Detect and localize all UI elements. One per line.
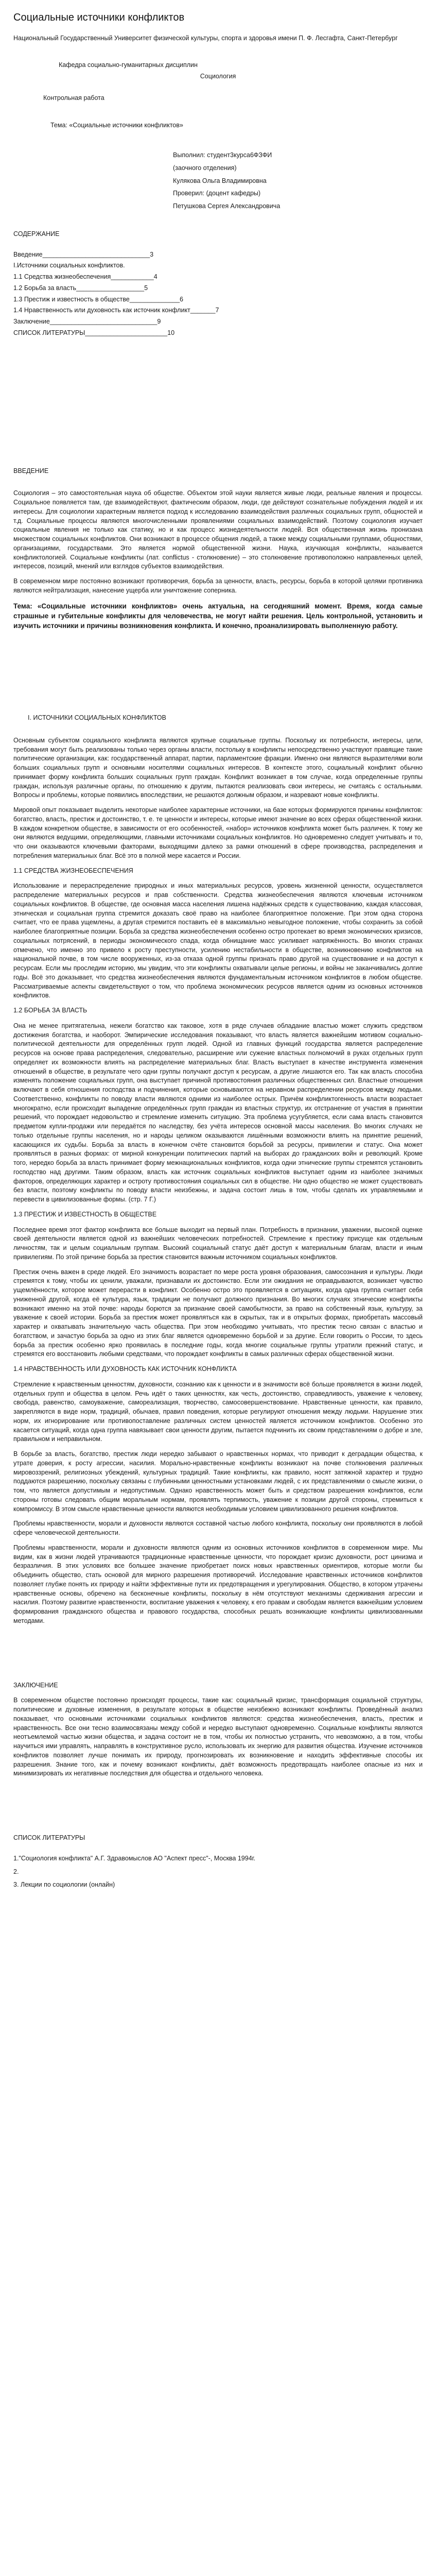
section-heading-intro: ВВЕДЕНИЕ	[13, 467, 49, 474]
toc-item: 1.2 Борьба за власть___________________5	[13, 284, 148, 292]
paragraph: Проблемы нравственности, морали и духовности являются составной частью любого конфликта, поскольку они проявляются в любой сфере человеческой деятельности.	[13, 1520, 423, 1537]
reference-item: 3. Лекции по социологии (онлайн)	[13, 1881, 115, 1889]
section-heading-1-2: 1.2 БОРЬБА ЗА ВЛАСТЬ	[13, 1007, 88, 1014]
paragraph: Социология – это самостоятельная наука об обществе. Объектом этой науки является живые люди, реальные явления и процессы. Социальное появляется там, где взаимодействуют, фактическим образом, люди, где действуют сознательные побуждения людей и их интересы. Для социологии характерным является подход к исследованию взаимодействия различных социальных групп, общностей и т.д. Социальные процессы являются многочисленными проявлениями социальных взаимодействий. Поэтому социология изучает социальные явления не только как статику, но и как процесс жизнедеятельности людей. Вся общественная жизнь пронизана множеством социальных конфликтов. Они возникают в процессе общения людей, а также между социальными группами, общностями, организациями, государствами. Это является нормой общественной жизни. Наука, изучающая конфликты, называется конфликтологией. Социальные конфликты (лат. conflictus - столкновение) – это столкновение противоположно направленных целей, интересов, позиций, мнений или взглядов субъектов взаимодействия.	[13, 489, 423, 570]
paragraph: Мировой опыт показывает выделить некоторые наиболее характерные источники, на базе которых формируются причины конфликтов: богатство, власть, престиж и достоинство, т. е. те ценности и интересы, которые имеют значение во всех сферах общественной жизни. В каждом конкретном обществе, в зависимости от его особенностей, «набор» источников конфликта может быть различен. К тому же они являются ведущими, определяющими, главными источниками социальных конфликтов. Но одновременно следует учитывать и то, что они оказываются ключевыми факторами, выходящими далеко за рамки отношений в сфере производства, распределения и потребления материальных благ. Всё это в полной мере касается и России.	[13, 806, 423, 859]
section-heading-1-4: 1.4 НРАВСТВЕННОСТЬ ИЛИ ДУХОВНОСТЬ КАК ИСТОЧНИК КОНФЛИКТА	[13, 1365, 237, 1373]
paragraph: Она не менее притягательна, нежели богатство как таковое, хотя в ряде случаев обладание властью может служить средством достижения богатства, и наоборот. Эмпирические исследования показывают, что власть является важнейшим мотивом социально-политической деятельности для определённых групп людей. Одной из главных функций государства является распределение ресурсов на основе права распределения, следовательно, расширение или сужение властных полномочий в руках отдельных групп определяет их возможности влиять на распределение материальных благ. Власть выступает в качестве инструмента изменения отношений в обществе, в результате чего одни группы получают доступ к ресурсам, а другие лишаются его. Так как власть способна изменять положение социальных групп, она выступает причиной противостояния различных общественных сил. Властные отношения включают в себя отношения господства и подчинения, которые основываются на неравном распределении ресурсов между людьми. Соответственно, конфликты по поводу власти являются одними из наиболее острых. Причём конфликтогенность власти возрастает многократно, если происходит выпадение определённых групп граждан из властных структур, их отстранение от участия в принятии решений, что порождает недовольство и стремление изменить ситуацию. Эта проблема усугубляется, если сама власть становится предметом купли-продажи или передаётся по наследству, без учёта интересов основной массы населения. Во многих случаях не только отдельные группы населения, но и народы целиком оказываются лишёнными возможности влиять на принятие решений, касающихся их судьбы. Борьба за власть в конечном счёте становится борьбой за ресурсы, привилегии и статус. Она может проявляться в разных формах: от мирной конкуренции политических партий на выборах до гражданских войн и революций. Кроме того, нередко борьба за власть принимает форму межнациональных конфликтов, когда одни этнические группы стремятся установить господство над другими. Таким образом, власть как источник социальных конфликтов выступает одним из наиболее значимых факторов, определяющих характер и остроту противостояния социальных сил в обществе. Ни одно общество не может существовать без власти, поэтому конфликты по поводу власти неизбежны, и задача состоит лишь в том, чтобы сделать их управляемыми и перевести в цивилизованные формы. (стр. 7 Г.)	[13, 1022, 423, 1204]
paragraph: В современном обществе постоянно происходят процессы, такие как: социальный кризис, трансформация социальной структуры, политические и духовные изменения, в результате которых в обществе неизбежно возникают конфликты. Проведённый анализ показывает, что основными источниками социальных конфликтов являются: средства жизнеобеспечения, власть, престиж и нравственность. Все они тесно взаимосвязаны между собой и нередко выступают одновременно. Социальные конфликты являются неотъемлемой частью жизни общества, и задача состоит не в том, чтобы их полностью устранить, что невозможно, а в том, чтобы научиться ими управлять, направлять в конструктивное русло, использовать их энергию для развития общества. Изучение источников конфликтов позволяет лучше понимать их природу, прогнозировать их возникновение и находить эффективные способы их разрешения. Знание того, как и почему возникают конфликты, даёт возможность предотвращать наиболее опасные из них и минимизировать их негативные последствия для общества и отдельного человека.	[13, 1697, 423, 1777]
table-of-contents	[13, 250, 423, 338]
section-heading-conclusion: ЗАКЛЮЧЕНИЕ	[13, 1681, 58, 1689]
author-line: Петушкова Сергея Александровича	[173, 202, 281, 210]
reference-item: 2.	[13, 1868, 19, 1875]
author-line: Проверил: (доцент кафедры)	[173, 190, 261, 197]
section-heading-1-1: 1.1 СРЕДСТВА ЖИЗНЕОБЕСПЕЧЕНИЯ	[13, 867, 133, 874]
toc-item: 1.3 Престиж и известность в обществе______________6	[13, 295, 183, 303]
author-line: (заочного отделения)	[173, 164, 237, 172]
section-heading-part1: I. ИСТОЧНИКИ СОЦИАЛЬНЫХ КОНФЛИКТОВ	[28, 714, 166, 722]
paragraph: Основным субъектом социального конфликта являются крупные социальные группы. Поскольку их потребности, интересы, цели, требования могут быть реализованы только через органы власти, постольку в конфликты непосредственно участвуют правящие такие политические организации, как: государственный аппарат, партии, парламентские фракции. Именно они являются выразителями воли больших социальных групп и основными носителями социальных интересов. В контексте этого, социальный конфликт обычно принимает форму конфликта больших социальных групп граждан. Конфликт возникает в том случае, когда определенные группы граждан, используя различные органы, по отношению к другим, пытаются реализовать свои интересы, не считаясь с остальными. Вопросы и проблемы, которые появились впоследствии, не решаются должным образом, и назревают новые конфликты.	[13, 736, 423, 799]
intro-highlight: Тема: «Социальные источники конфликтов» очень актуальна, на сегодняшний момент. Время, когда самые страшные и губительные конфликты для человечества, не могут найти решения. Цель контрольной, установить и изучить источники и причины возникновения конфликта. И конечно, проанализировать выполненную работу.	[13, 602, 423, 630]
paragraph: Использование и перераспределение природных и иных материальных ресурсов, уровень жизненной ценности, осуществляется распределение материальных ресурсов и прав собственности. Средства жизнеобеспечения являются ключевым источником социальных конфликтов. В обществе, где основная масса населения лишена надёжных средств к существованию, каждая классовая, этническая и социальная группа стремится доказать своё право на наиболее благоприятное положение. При этом одна сторона считает, что ее права ущемлены, а другая стремится поставить её в максимально невыгодное положение, чтобы сохранить за собой наиболее благоприятные позиции. Борьба за средства жизнеобеспечения особенно остро протекает во время экономических кризисов, социальных потрясений, в периоды экономического спада, когда обнищание масс усиливает напряжённость. Во многих странах отмечено, что именно это привело к росту преступности, усилению нестабильности в обществе, возникновению конфликтов на национальной почве, в том числе вооруженных, из-за отказа одной группы признать право другой на существование и на доступ к ресурсам. Если мы проследим историю, мы увидим, что эти конфликты охватывали целые регионы, и войны не заканчивались долгие годы. Всё это доказывает, что средства жизнеобеспечения являются фундаментальным источником конфликтов в любом обществе. Рассматриваемые аспекты свидетельствуют о том, что проблема экономических ресурсов является одним из основных источников конфликтов.	[13, 882, 423, 999]
paragraph: Стремление к нравственным ценностям, духовности, сознанию как к ценности и в значимости всё больше проявляется в жизни людей, отдельных групп и общества в целом. Речь идёт о таких ценностях, как честь, достоинство, справедливость, уважение к человеку, свобода, равенство, самоуважение, самореализация, творчество, самосовершенствование. Нравственные ценности, как правило, закрепляются в виде норм, традиций, обычаев, правил поведения, которые регулируют отношения между людьми. Нарушение этих норм, их игнорирование или противопоставление различных систем ценностей является источником конфликтов. Особенно это касается ситуаций, когда одна группа навязывает свои ценности другим, пытается подчинить их своим представлениям о добре и зле, правильном и неправильном.	[13, 1380, 423, 1443]
toc-item: 1.4 Нравственность или духовность как источник конфликт_______7	[13, 307, 219, 314]
toc-item: I.Источники социальных конфликтов.	[13, 262, 125, 269]
toc-item: СПИСОК ЛИТЕРАТУРЫ_______________________10	[13, 329, 175, 336]
theme-line: Тема: «Социальные источники конфликтов»	[50, 122, 183, 129]
page-title: Социальные источники конфликтов	[13, 12, 185, 23]
author-line: Кулякова Ольга Владимировна	[173, 177, 267, 184]
toc-heading: СОДЕРЖАНИЕ	[13, 230, 60, 238]
subject-name: Социология	[200, 72, 236, 80]
paragraph: В борьбе за власть, богатство, престиж люди нередко забывают о нравственных нормах, что приводит к деградации общества, к утрате доверия, к росту агрессии, насилия. Морально-нравственные конфликты возникают на почве столкновения различных мировоззрений, религиозных убеждений, культурных традиций. Такие конфликты, как правило, носят затяжной характер и трудно поддаются разрешению, поскольку связаны с глубинными ценностными установками людей, с их представлениями о смысле жизни, о том, что является допустимым и недопустимым. Однако нравственность может быть и средством разрешения конфликтов, если стороны готовы следовать общим моральным нормам, проявлять терпимость, уважение к позиции другой стороны, стремиться к компромиссу. В этом смысле нравственные ценности являются необходимым условием цивилизованного решения конфликтов.	[13, 1450, 423, 1513]
reference-item: 1."Социология конфликта" А.Г. Здравомыслов АО "Аспект пресс"-, Москва 1994г.	[13, 1854, 256, 1862]
references-list	[13, 1854, 423, 1890]
paragraph: Проблемы нравственности, морали и духовности являются одним из основных источников конфликтов в современном мире. Мы видим, как в жизни людей утрачиваются традиционные нравственные ценности, что порождает кризис духовности, рост цинизма и безразличия. В этих условиях все большее значение приобретает поиск новых нравственных ориентиров, которые могли бы объединить общество, стать основой для мирного разрешения противоречий. Исследование нравственных источников конфликтов позволяет глубже понять их природу и найти эффективные пути их предотвращения и урегулирования. Общество, в котором утрачены нравственные основы, обречено на бесконечные конфликты, поскольку в нём отсутствуют механизмы сдерживания агрессии и насилия. Поэтому развитие нравственности, воспитание уважения к человеку, к его правам и свободам является важнейшим условием формирования гражданского общества и правового государства, способных решать возникающие конфликты цивилизованными методами.	[13, 1544, 423, 1624]
toc-item: Заключение______________________________9	[13, 318, 161, 326]
paragraph: В современном мире постоянно возникают противоречия, борьба за ценности, власть, ресурсы, борьба в которой целями противника являются нейтрализация, нанесение ущерба или уничтожение соперника.	[13, 578, 423, 594]
author-line: Выполнил: студент3курса6ФЗФИ	[173, 151, 272, 159]
section-heading-1-3: 1.3 ПРЕСТИЖ И ИЗВЕСТНОСТЬ В ОБЩЕСТВЕ	[13, 1210, 157, 1218]
author-block	[173, 151, 423, 211]
department-name: Кафедра социально-гуманитарных дисциплин	[59, 61, 198, 69]
work-type: Контрольная работа	[43, 94, 104, 101]
toc-item: Введение______________________________3	[13, 250, 154, 258]
university-name: Национальный Государственный Университет физической культуры, спорта и здоровья имени П. Ф. Лесгафта, Санкт-Петербург	[13, 35, 398, 42]
paragraph: Последнее время этот фактор конфликта все больше выходит на первый план. Потребность в признании, уважении, высокой оценке своей деятельности является одной из важнейших человеческих потребностей. Стремление к престижу присуще как отдельным личностям, так и целым социальным группам. Высокий социальный статус даёт доступ к материальным благам, власти и иным привилегиям. По этой причине борьба за престиж становится важным источником социальных конфликтов.	[13, 1226, 423, 1261]
section-heading-references: СПИСОК ЛИТЕРАТУРЫ	[13, 1834, 85, 1842]
paragraph: Престиж очень важен в среде людей. Его значимость возрастает по мере роста уровня образования, самосознания и культуры. Люди стремятся к тому, чтобы их ценили, уважали, признавали их достоинство. Если эти ожидания не оправдываются, возникает чувство ущемлённости, которое может перерасти в конфликт. Особенно остро это проявляется в ситуациях, когда одна группа считает себя униженной другой, когда её культура, язык, традиции не получают должного признания. Во многих случаях этнические конфликты возникают именно на этой почве: народы борются за признание своей самобытности, за право на собственный язык, культуру, за уважение к своей истории. Борьба за престиж может проявляться как в скрытых, так и в открытых формах, приобретать массовый характер и охватывать значительную часть общества. При этом необходимо учитывать, что престиж тесно связан с властью и богатством, и зачастую борьба за одно из этих благ является одновременно борьбой и за другие. Если говорить о России, то здесь борьба за престиж особенно ярко проявилась в последние годы, когда многие социальные группы утратили прежний статус, и стремятся его восстановить любыми средствами, что порождает конфликты в самых различных сферах общественной жизни.	[13, 1268, 423, 1358]
toc-item: 1.1 Средства жизнеобеспечения____________4	[13, 273, 158, 281]
